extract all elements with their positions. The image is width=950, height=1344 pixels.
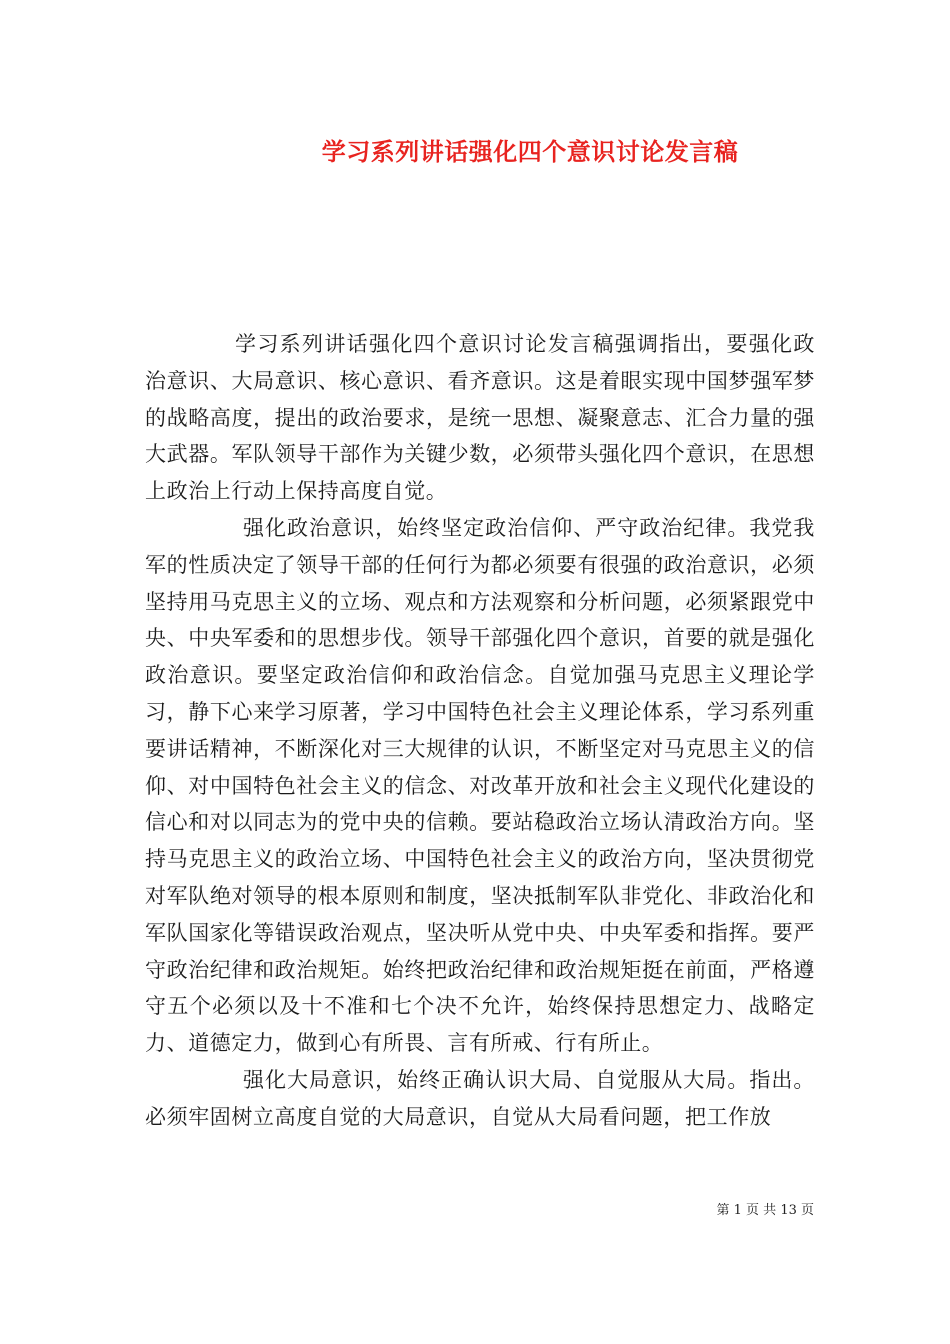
document-title: 学习系列讲话强化四个意识讨论发言稿 (321, 137, 739, 166)
page-number-footer: 第 1 页 共 13 页 (716, 1203, 814, 1218)
document-body (145, 326, 815, 1136)
paragraph-political-awareness: 强化政治意识，始终坚定政治信仰、严守政治纪律。我党我军的性质决定了领导干部的任何行为都必须要有很强的政治意识，必须坚持用马克思主义的立场、观点和方法观察和分析问题，必须紧跟党中央、中央军委和的思想步伐。领导干部强化四个意识，首要的就是强化政治意识。要坚定政治信仰和政治信念。自觉加强马克思主义理论学习，静下心来学习原著，学习中国特色社会主义理论体系，学习系列重要讲话精神，不断深化对三大规律的认识，不断坚定对马克思主义的信仰、对中国特色社会主义的信念、对改革开放和社会主义现代化建设的信心和对以同志为的党中央的信赖。要站稳政治立场认清政治方向。坚持马克思主义的政治立场、中国特色社会主义的政治方向，坚决贯彻党对军队绝对领导的根本原则和制度，坚决抵制军队非党化、非政治化和军队国家化等错误政治观点，坚决听从党中央、中央军委和指挥。要严守政治纪律和政治规矩。始终把政治纪律和政治规矩挺在前面，严格遵守五个必须以及十不准和七个决不允许，始终保持思想定力、战略定力、道德定力，做到心有所畏、言有所戒、行有所止。 (145, 515, 815, 1056)
paragraph-intro: 学习系列讲话强化四个意识讨论发言稿强调指出，要强化政治意识、大局意识、核心意识、看齐意识。这是着眼实现中国梦强军梦的战略高度，提出的政治要求，是统一思想、凝聚意志、汇合力量的强大武器。军队领导干部作为关键少数，必须带头强化四个意识，在思想上政治上行动上保持高度自觉。 (145, 332, 815, 504)
paragraph-overall-awareness: 强化大局意识，始终正确认识大局、自觉服从大局。指出。必须牢固树立高度自觉的大局意识，自觉从大局看问题，把工作放 (145, 1067, 815, 1129)
